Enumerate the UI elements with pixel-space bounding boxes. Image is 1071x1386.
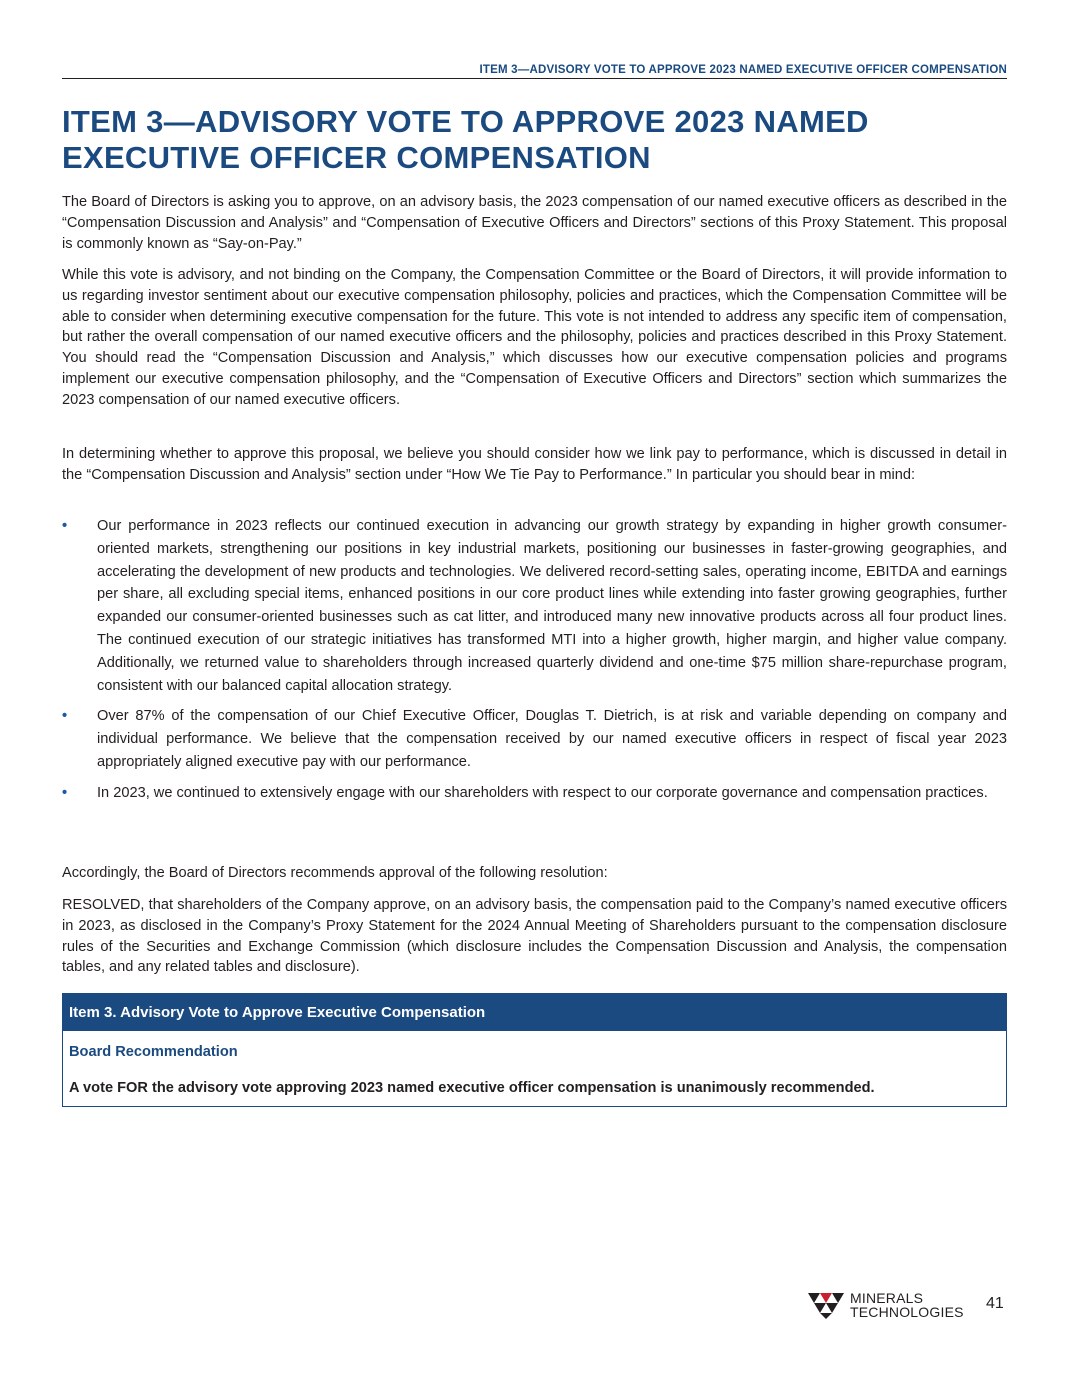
advisory-paragraph: While this vote is advisory, and not binding on the Company, the Compensation Committee or the Board of Directors, it will provide information to us regarding investor sentiment about our executive compensation philosophy, policies and practices, which the Compensation Committee will be able to consider when determining executive compensation for the future. This vote is not intended to address any specific item of compensation, but rather the overall compensation of our named executive officers and the philosophy, policies and practices described in this Proxy Statement. You should read the “Compensation Discussion and Analysis,” which discusses how our executive compensation policies and programs implement our executive compensation philosophy, and the “Compensation of Executive Officers and Directors” section which summarizes the 2023 compensation of our named executive officers. <box>62 267 1007 408</box>
recommendation-text: A vote FOR the advisory vote approving 2023 named executive officer compensation is unanimously recommended. <box>69 1080 875 1096</box>
logo-line-2: TECHNOLOGIES <box>850 1304 964 1320</box>
resolution-intro: Accordingly, the Board of Directors recommends approval of the following resolution: <box>62 865 608 881</box>
recommendation-box <box>62 993 1007 1107</box>
recommendation-header: Item 3. Advisory Vote to Approve Executive Compensation <box>63 994 1006 1031</box>
bullet-icon: • <box>62 784 68 801</box>
logo-line-1: MINERALS <box>850 1290 924 1306</box>
page-number: 41 <box>986 1295 1004 1312</box>
running-header: ITEM 3—ADVISORY VOTE TO APPROVE 2023 NAMED EXECUTIVE OFFICER COMPENSATION <box>62 64 1007 79</box>
resolution-text: RESOLVED, that shareholders of the Company approve, on an advisory basis, the compensation paid to the Company’s named executive officers in 2023, as disclosed in the Company’s Proxy Statement for the 2024 Annual Meeting of Shareholders pursuant to the compensation disclosure rules of the Securities and Exchange Commission (which disclosure includes the Compensation Discussion and Analysis, the compensation tables, and any related tables and disclosure). <box>62 897 1007 976</box>
minerals-technologies-logo-icon <box>808 1293 844 1319</box>
list-item-text: In 2023, we continued to extensively engage with our shareholders with respect to our corporate governance and compensation practices. <box>97 784 988 801</box>
logo-wordmark <box>850 1291 964 1319</box>
list-item-text: Over 87% of the compensation of our Chief Executive Officer, Douglas T. Dietrich, is at risk and variable depending on company and individual performance. We believe that the compensation received by our named executive officers in respect of fiscal year 2023 appropriately aligned executive pay with our performance. <box>97 708 1007 770</box>
recommendation-label: Board Recommendation <box>69 1044 238 1060</box>
page-title-line-2: EXECUTIVE OFFICER COMPENSATION <box>62 140 651 175</box>
list-item <box>62 782 1007 805</box>
list-item <box>62 705 1007 773</box>
intro-paragraph: The Board of Directors is asking you to approve, on an advisory basis, the 2023 compensation of our named executive officers as described in the “Compensation Discussion and Analysis” and “Compensation of Executive Officers and Directors” sections of this Proxy Statement. This proposal is commonly known as “Say-on-Pay.” <box>62 194 1007 252</box>
bullet-icon: • <box>62 708 68 725</box>
page-title-line-1: ITEM 3—ADVISORY VOTE TO APPROVE 2023 NAMED <box>62 104 869 139</box>
company-logo <box>808 1291 968 1323</box>
performance-paragraph: In determining whether to approve this proposal, we believe you should consider how we link pay to performance, which is discussed in detail in the “Compensation Discussion and Analysis” section under “How We Tie Pay to Performance.” In particular you should bear in mind: <box>62 446 1007 483</box>
consideration-list <box>62 515 1007 813</box>
page-title <box>62 104 982 176</box>
bullet-icon: • <box>62 518 68 534</box>
list-item <box>62 515 1007 697</box>
list-item-text: Our performance in 2023 reflects our continued execution in advancing our growth strategy by expanding in higher growth consumer-oriented markets, strengthening our positions in key industrial markets, positioning our businesses in faster-growing geographies, and accelerating the development of new products and technologies. We delivered record-setting sales, operating income, EBITDA and earnings per share, all excluding special items, enhanced positions in our core product lines while extending into faster growing geographies, further expanded our consumer-oriented businesses such as cat litter, and introduced many new innovative products across all four product lines. The continued execution of our strategic initiatives has transformed MTI into a higher growth, higher margin, and higher value company. Additionally, we returned value to shareholders through increased quarterly dividend and one-time $75 million share-repurchase program, consistent with our balanced capital allocation strategy. <box>97 518 1007 694</box>
